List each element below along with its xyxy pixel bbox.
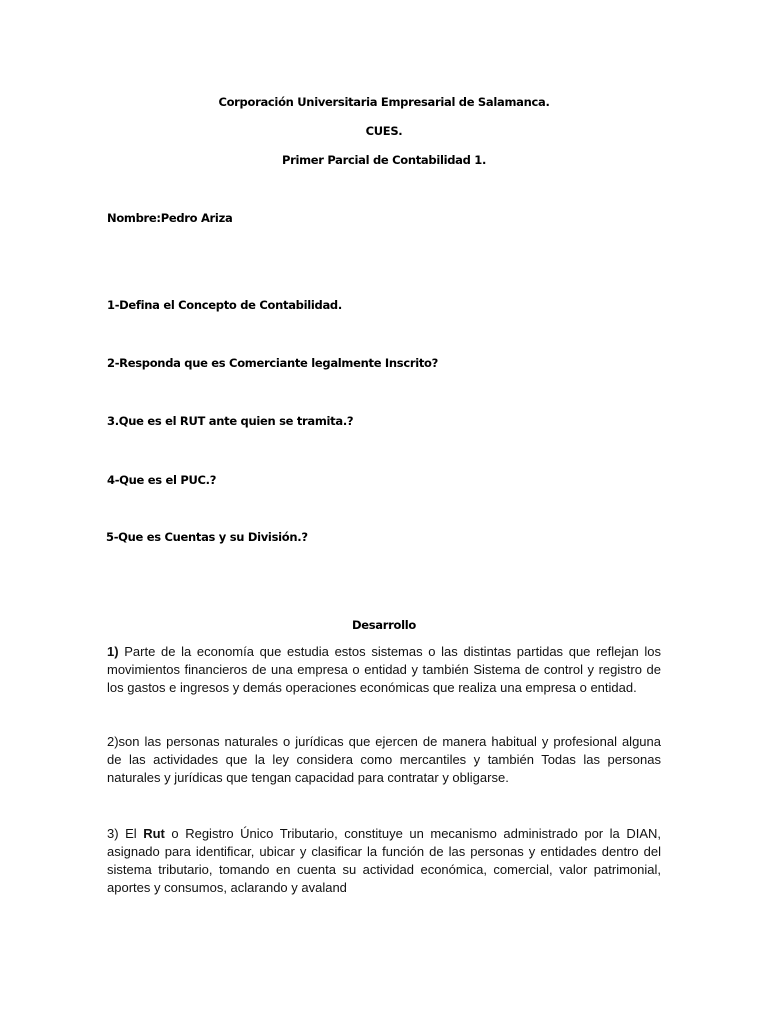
exam-title: Primer Parcial de Contabilidad 1.: [281, 153, 487, 167]
question-4: 4-Que es el PUC.?: [107, 473, 217, 487]
answer-3-prefix: 3) El: [107, 826, 144, 841]
answer-3-term: Rut: [143, 826, 165, 841]
institution-acronym: CUES.: [365, 124, 403, 138]
question-3: 3.Que es el RUT ante quien se tramita.?: [107, 414, 354, 428]
answer-1: [107, 643, 661, 697]
institution-title: Corporación Universitaria Empresarial de Salamanca.: [218, 95, 550, 109]
student-name-line: [107, 211, 232, 225]
question-5: 5-Que es Cuentas y su División.?: [106, 530, 308, 544]
answer-2-text: 2)son las personas naturales o jurídicas que ejercen de manera habitual y profesional alguna de las actividades que la ley considera como mercantiles y también Todas las personas naturales y jurídicas que tengan capacidad para contratar y obligarse.: [107, 734, 661, 785]
question-1: 1-Defina el Concepto de Contabilidad.: [107, 298, 342, 312]
question-2: 2-Responda que es Comerciante legalmente Inscrito?: [107, 356, 439, 370]
answer-3-text: o Registro Único Tributario, constituye un mecanismo administrado por la DIAN, asignado para identificar, ubicar y clasificar la función de las personas y entidades dentro del sistema tributario, tomando en cuenta su actividad económica, comercial, valor patrimonial, aportes y consumos, aclarando y avaland: [107, 826, 662, 895]
answer-1-text: Parte de la economía que estudia estos sistemas o las distintas partidas que reflejan los movimientos financieros de una empresa o entidad y también Sistema de control y registro de los gastos e ingresos y demás operaciones económicas que realiza una empresa o entidad.: [107, 644, 661, 695]
student-name-label: Nombre:: [107, 211, 161, 225]
answer-1-number: 1): [107, 644, 119, 659]
answer-2: [107, 733, 661, 787]
answer-3: [107, 825, 661, 897]
development-title: Desarrollo: [352, 618, 416, 632]
student-name-value: Pedro Ariza: [160, 211, 233, 225]
